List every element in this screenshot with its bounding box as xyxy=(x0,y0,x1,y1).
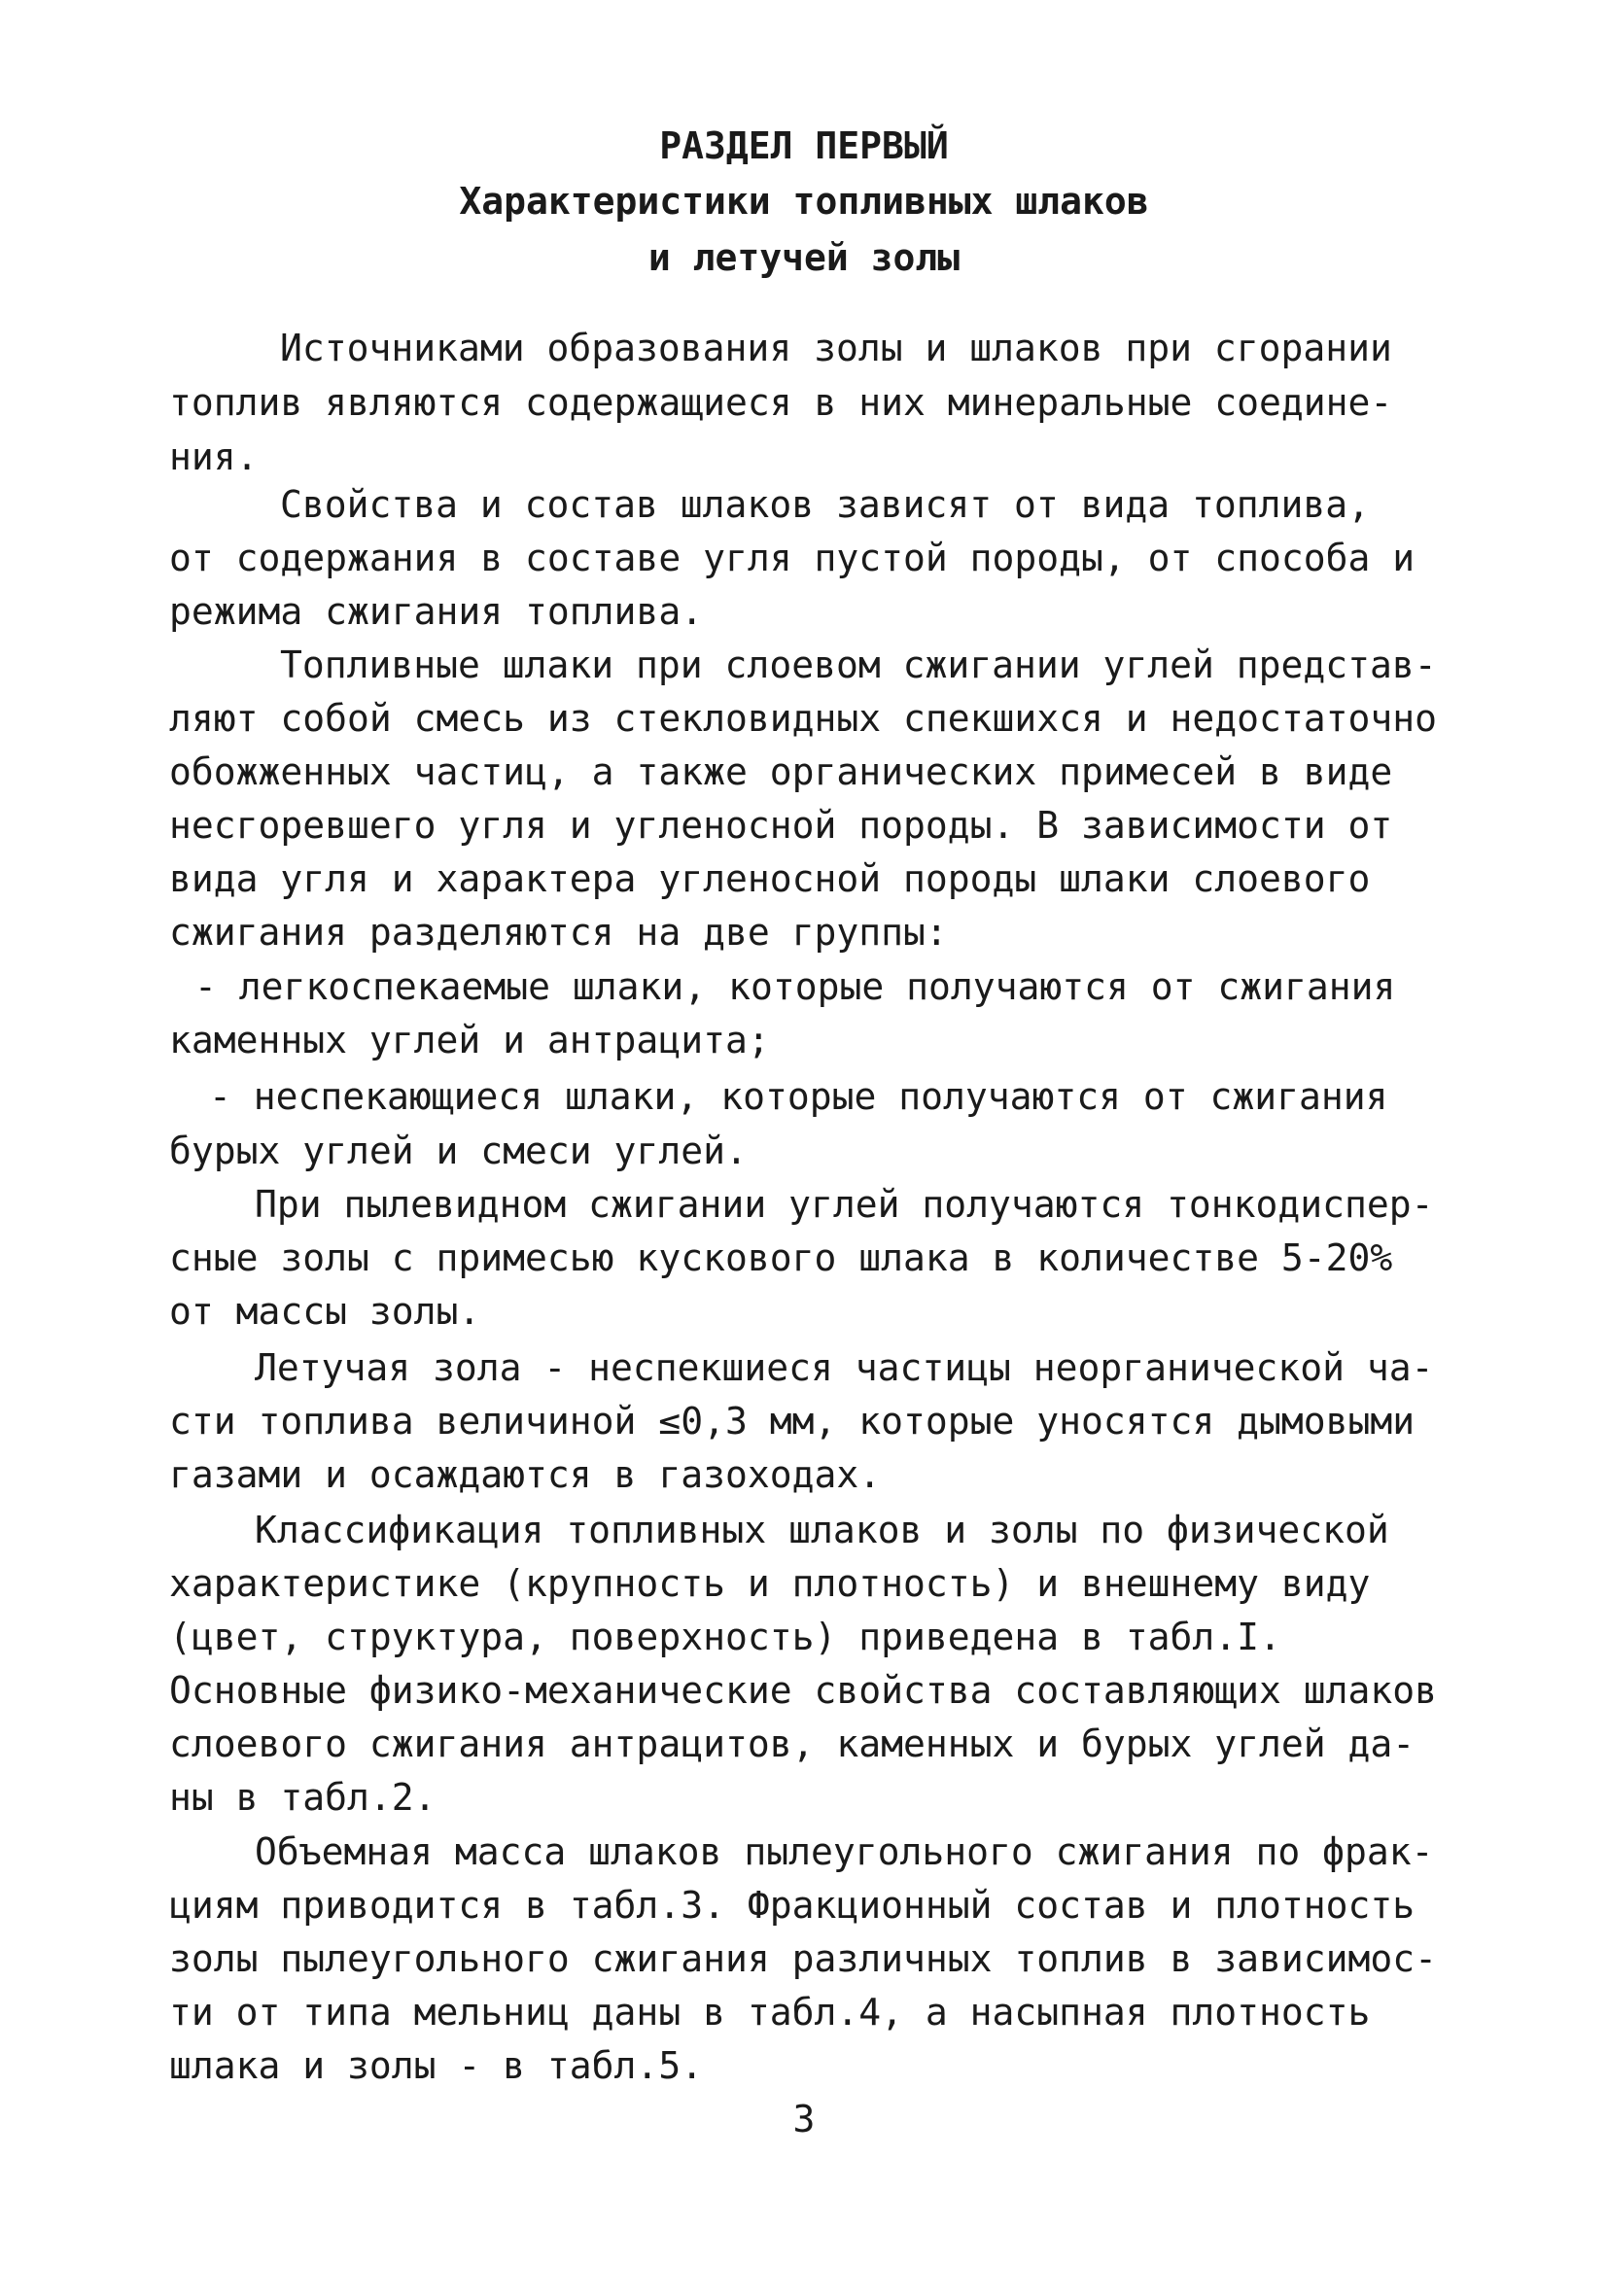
text-line: сжигания разделяются на две группы: xyxy=(169,911,948,954)
text-line: топлив являются содержащиеся в них минеральные соедине- xyxy=(169,381,1393,424)
text-line: слоевого сжигания антрацитов, каменных и бурых углей да- xyxy=(169,1722,1416,1765)
text-line: Основные физико-механические свойства составляющих шлаков xyxy=(169,1669,1438,1712)
text-line: Летучая зола - неспекшиеся частицы неорганической ча- xyxy=(255,1346,1434,1389)
text-line: режима сжигания топлива. xyxy=(169,590,704,633)
page-number: 3 xyxy=(792,2098,816,2140)
text-line: Топливные шлаки при слоевом сжигании углей представ- xyxy=(280,644,1437,686)
text-line: характеристике (крупность и плотность) и внешнему виду xyxy=(169,1562,1371,1605)
text-line: шлака и золы - в табл.5. xyxy=(169,2044,704,2087)
text-line: ны в табл.2. xyxy=(169,1776,437,1819)
text-line: ния. xyxy=(169,435,259,478)
text-line: ти от типа мельниц даны в табл.4, а насыпная плотность xyxy=(169,1991,1371,2034)
text-line: сти топлива величиной ≤0,3 мм, которые уносятся дымовыми xyxy=(169,1400,1416,1443)
text-line: (цвет, структура, поверхность) приведена в табл.I. xyxy=(169,1616,1281,1658)
text-line: газами и осаждаются в газоходах. xyxy=(169,1453,882,1496)
text-line: - легкоспекаемые шлаки, которые получаются от сжигания xyxy=(194,965,1396,1008)
text-line: каменных углей и антрацита; xyxy=(169,1019,770,1061)
section-heading: РАЗДЕЛ ПЕРВЫЙ xyxy=(659,124,949,167)
text-line: от массы золы. xyxy=(169,1290,481,1333)
text-line: золы пылеугольного сжигания различных топлив в зависимос- xyxy=(169,1937,1438,1980)
text-line: обожженных частиц, а также органических примесей в виде xyxy=(169,750,1393,793)
text-line: При пылевидном сжигании углей получаются тонкодиспер- xyxy=(255,1183,1434,1226)
section-title-line-1: Характеристики топливных шлаков xyxy=(459,180,1149,223)
text-line: бурых углей и смеси углей. xyxy=(169,1130,748,1172)
text-line: Классификация топливных шлаков и золы по физической xyxy=(255,1509,1389,1551)
text-line: Объемная масса шлаков пылеугольного сжигания по фрак- xyxy=(255,1830,1434,1873)
text-line: Источниками образования золы и шлаков при сгорании xyxy=(280,327,1392,369)
text-line: несгоревшего угля и угленосной породы. В зависимости от xyxy=(169,804,1393,847)
text-line: от содержания в составе угля пустой породы, от способа и xyxy=(169,537,1416,579)
text-line: сные золы с примесью кускового шлака в количестве 5-20% xyxy=(169,1236,1393,1279)
text-line: ляют собой смесь из стекловидных спекшихся и недостаточно xyxy=(169,697,1438,740)
section-title-line-2: и летучей золы xyxy=(647,236,961,279)
text-line: циям приводится в табл.3. Фракционный состав и плотность xyxy=(169,1884,1416,1927)
text-line: Свойства и состав шлаков зависят от вида топлива, xyxy=(280,483,1371,526)
text-line: - неспекающиеся шлаки, которые получаются от сжигания xyxy=(209,1075,1388,1118)
text-line: вида угля и характера угленосной породы шлаки слоевого xyxy=(169,857,1371,900)
